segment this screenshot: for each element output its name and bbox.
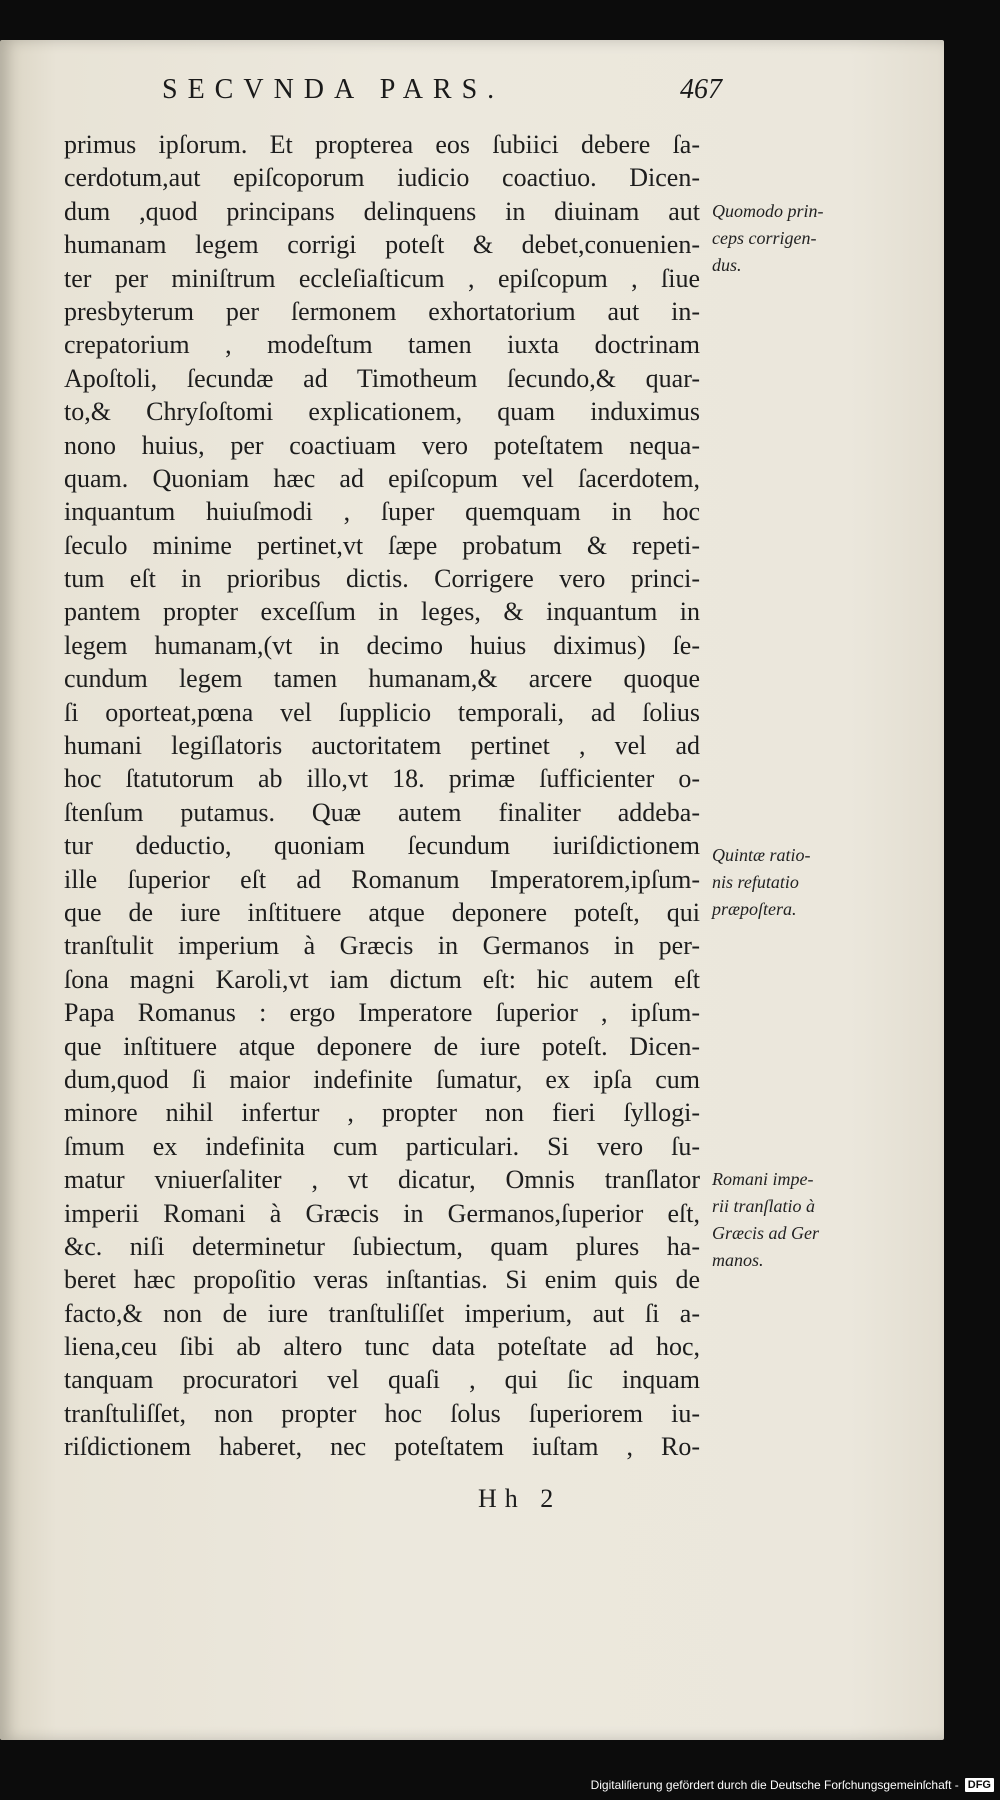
text-line: imperii Romani à Græcis in Germanos,ſuperior eſt, xyxy=(64,1198,700,1228)
text-line: crepatorium , modeſtum tamen iuxta doctrinam xyxy=(64,330,700,360)
digitization-footer xyxy=(591,1778,994,1792)
margin-note-line: ceps corrigen- xyxy=(712,228,817,248)
margin-note-line: præpoſtera. xyxy=(712,899,797,919)
text-line: tanquam procuratori vel quaſi , qui ſic inquam xyxy=(64,1365,700,1395)
text-line: Papa Romanus : ergo Imperatore ſuperior , ipſum- xyxy=(64,998,700,1028)
text-line: inquantum huiuſmodi , ſuper quemquam in hoc xyxy=(64,497,700,527)
text-line: cerdotum,aut epiſcoporum iudicio coactiuo. Dicen- xyxy=(64,163,700,193)
text-line: ille ſuperior eſt ad Romanum Imperatorem,ipſum- xyxy=(64,864,700,894)
text-line: riſdictionem haberet, nec poteſtatem iuſtam , Ro- xyxy=(64,1432,700,1462)
text-line: matur vniuerſaliter , vt dicatur, Omnis tranſlator xyxy=(64,1165,700,1195)
text-line: minore nihil infertur , propter non fieri ſyllogi- xyxy=(64,1098,700,1128)
text-line: ter per miniſtrum eccleſiaſticum , epiſcopum , ſiue xyxy=(64,263,700,293)
text-line: humani legiſlatoris auctoritatem pertinet , vel ad xyxy=(64,731,700,761)
text-line: facto,& non de iure tranſtuliſſet imperium, aut ſi a- xyxy=(64,1298,700,1328)
text-line: presbyterum per ſermonem exhortatorium aut in- xyxy=(64,296,700,326)
margin-note-2 xyxy=(712,842,872,923)
text-line: primus ipſorum. Et propterea eos ſubiici debere ſa- xyxy=(64,130,700,159)
text-line: tranſtuliſſet, non propter hoc ſolus ſuperiorem iu- xyxy=(64,1398,700,1428)
text-line: ſmum ex indefinita cum particulari. Si vero ſu- xyxy=(64,1131,700,1161)
margin-note-line: rii tranſlatio à xyxy=(712,1196,816,1216)
text-line: ſona magni Karoli,vt iam dictum eſt: hic autem eſt xyxy=(64,964,700,994)
page-number: 467 xyxy=(680,74,722,105)
text-line: legem humanam,(vt in decimo huius diximus) ſe- xyxy=(64,630,700,660)
margin-note-line: nis refutatio xyxy=(712,872,799,892)
text-line: to,& Chryſoſtomi explicationem, quam induximus xyxy=(64,397,700,427)
margin-note-3 xyxy=(712,1166,872,1274)
text-line: dum ,quod principans delinquens in diuinam aut xyxy=(64,196,700,226)
text-line: tum eſt in prioribus dictis. Corrigere vero princi- xyxy=(64,564,700,594)
text-line: tur deductio, quoniam ſecundum iuriſdictionem xyxy=(64,831,700,861)
margin-note-line: manos. xyxy=(712,1250,764,1270)
text-line: cundum legem tamen humanam,& arcere quoque xyxy=(64,664,700,694)
text-line: quam. Quoniam hæc ad epiſcopum vel ſacerdotem, xyxy=(64,463,700,493)
text-line: humanam legem corrigi poteſt & debet,conuenien- xyxy=(64,230,700,260)
page-header xyxy=(162,74,722,106)
margin-note-line: Quintæ ratio- xyxy=(712,845,811,865)
text-line: que inſtituere atque deponere de iure poteſt. Dicen- xyxy=(64,1031,700,1061)
margin-note-line: Græcis ad Ger xyxy=(712,1223,819,1243)
dfg-logo: DFG xyxy=(965,1778,994,1792)
main-text-block xyxy=(64,128,700,1464)
text-line: nono huius, per coactiuam vero poteſtatem nequa- xyxy=(64,430,700,460)
text-line: ſeculo minime pertinet,vt ſæpe probatum & repeti- xyxy=(64,530,700,560)
text-line: liena,ceu ſibi ab altero tunc data poteſtate ad hoc, xyxy=(64,1332,700,1362)
running-title: SECVNDA PARS. xyxy=(162,74,505,105)
signature-mark: Hh 2 xyxy=(478,1484,562,1513)
footer-credit: Digitaliſierung gefördert durch die Deutsche Forſchungsgemeinſchaft - xyxy=(590,1778,959,1792)
margin-note-1 xyxy=(712,198,872,279)
margin-note-line: Quomodo prin- xyxy=(712,201,824,221)
text-line: ſi oporteat,pœna vel ſupplicio temporali, ad ſolius xyxy=(64,697,700,727)
text-line: &c. niſi determinetur ſubiectum, quam plures ha- xyxy=(64,1231,700,1261)
text-line: Apoſtoli, ſecundæ ad Timotheum ſecundo,& quar- xyxy=(64,363,700,393)
text-line: pantem propter exceſſum in leges, & inquantum in xyxy=(64,597,700,627)
text-line: dum,quod ſi maior indefinite ſumatur, ex ipſa cum xyxy=(64,1064,700,1094)
text-line: beret hæc propoſitio veras inſtantias. Si enim quis de xyxy=(64,1265,700,1295)
margin-note-line: dus. xyxy=(712,255,742,275)
text-line: tranſtulit imperium à Græcis in Germanos in per- xyxy=(64,931,700,961)
margin-note-line: Romani impe- xyxy=(712,1169,814,1189)
text-line: que de iure inſtituere atque deponere poteſt, qui xyxy=(64,897,700,927)
text-line: hoc ſtatutorum ab illo,vt 18. primæ ſufficienter o- xyxy=(64,764,700,794)
text-line: ſtenſum putamus. Quæ autem finaliter addeba- xyxy=(64,797,700,827)
